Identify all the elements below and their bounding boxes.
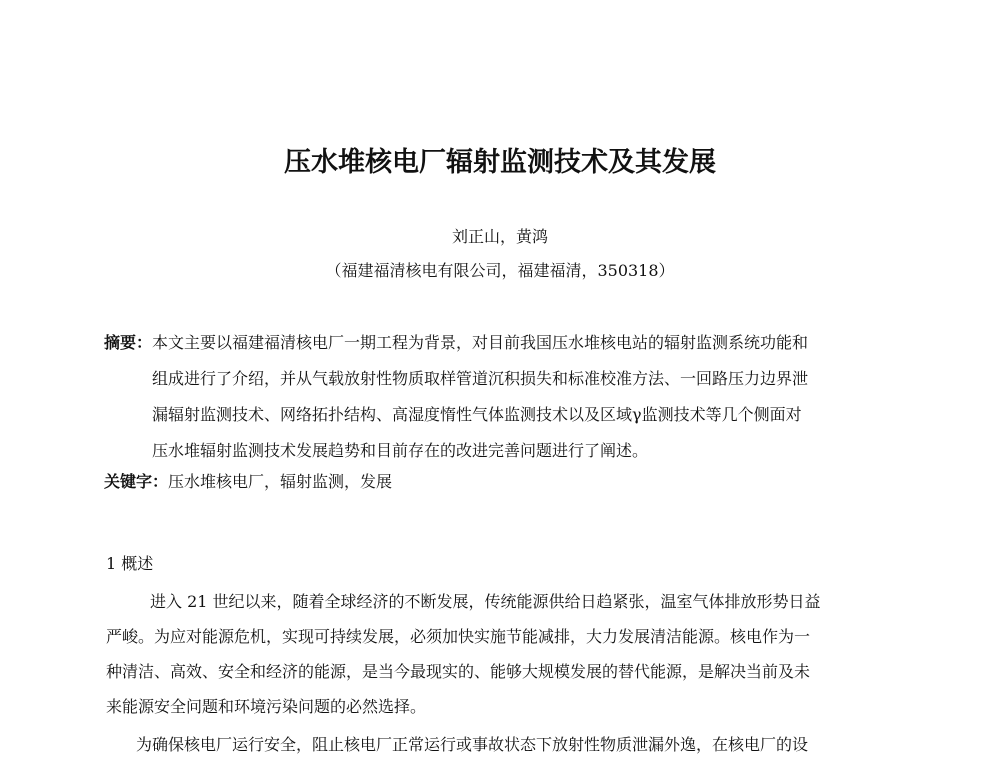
paragraph-line: 来能源安全问题和环境污染问题的必然选择。: [106, 697, 427, 716]
paragraph-line: 进入 21 世纪以来，随着全球经济的不断发展，传统能源供给日趋紧张，温室气体排放形势日益: [150, 592, 821, 611]
abstract-text: 本文主要以福建福清核电厂一期工程为背景，对目前我国压水堆核电站的辐射监测系统功能和: [152, 333, 809, 352]
section-paragraph: [106, 584, 906, 724]
abstract-line: 漏辐射监测技术、网络拓扑结构、高湿度惰性气体监测技术以及区域γ监测技术等几个侧面对: [152, 405, 802, 424]
author-list: 刘正山，黄鸿: [451, 227, 548, 246]
keywords-label: 关键字：: [104, 472, 169, 491]
paragraph-line: 为确保核电厂运行安全，阻止核电厂正常运行或事故状态下放射性物质泄漏外逸，在核电厂的设: [136, 735, 809, 754]
keywords-text: 压水堆核电厂，辐射监测，发展: [168, 472, 393, 491]
abstract-line: [104, 325, 904, 361]
section-paragraph: [106, 732, 906, 767]
abstract-block: [104, 325, 904, 469]
section-heading: 1 概述: [106, 554, 154, 573]
keywords-block: [104, 469, 904, 492]
abstract-line: 组成进行了介绍，并从气载放射性物质取样管道沉积损失和标准校准方法、一回路压力边界泄: [152, 369, 809, 388]
author-affiliation: （福建福清核电有限公司，福建福清，350318）: [325, 261, 675, 280]
abstract-label: 摘要：: [104, 333, 153, 352]
paragraph-line: 严峻。为应对能源危机，实现可持续发展，必须加快实施节能减排，大力发展清洁能源。核电作为一: [106, 627, 811, 646]
paper-title: 压水堆核电厂辐射监测技术及其发展: [284, 147, 716, 178]
abstract-line: 压水堆辐射监测技术发展趋势和目前存在的改进完善问题进行了阐述。: [152, 441, 649, 460]
paragraph-line: 种清洁、高效、安全和经济的能源，是当今最现实的、能够大规模发展的替代能源，是解决当前及未: [106, 662, 811, 681]
